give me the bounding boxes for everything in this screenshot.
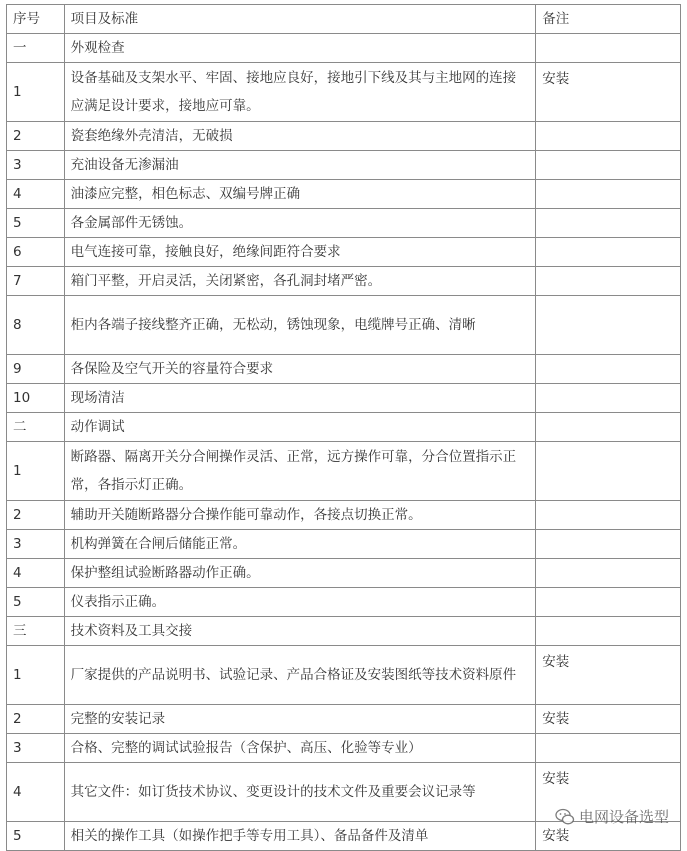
row-item: 完整的安装记录 xyxy=(64,705,536,734)
row-item: 辅助开关随断路器分合操作能可靠动作，各接点切换正常。 xyxy=(64,501,536,530)
row-number: 4 xyxy=(7,180,65,209)
row-number: 9 xyxy=(7,355,65,384)
table-row xyxy=(7,530,681,559)
table-row xyxy=(7,384,681,413)
row-note xyxy=(536,180,681,209)
row-item: 油漆应完整，相色标志、双编号牌正确 xyxy=(64,180,536,209)
table-row xyxy=(7,501,681,530)
row-note xyxy=(536,151,681,180)
row-item: 技术资料及工具交接 xyxy=(64,617,536,646)
row-number: 1 xyxy=(7,646,65,705)
table-row xyxy=(7,209,681,238)
row-item: 瓷套绝缘外壳清洁，无破损 xyxy=(64,122,536,151)
header-no: 序号 xyxy=(7,5,65,34)
row-note xyxy=(536,238,681,267)
row-item: 各保险及空气开关的容量符合要求 xyxy=(64,355,536,384)
table-row xyxy=(7,646,681,705)
row-item: 动作调试 xyxy=(64,413,536,442)
table-row xyxy=(7,34,681,63)
row-number: 4 xyxy=(7,763,65,822)
row-note: 安装 xyxy=(536,63,681,122)
row-item: 现场清洁 xyxy=(64,384,536,413)
watermark-text: 电网设备选型 xyxy=(578,808,669,826)
row-note: 安装 xyxy=(536,822,681,851)
row-number: 7 xyxy=(7,267,65,296)
row-number: 2 xyxy=(7,501,65,530)
row-item: 厂家提供的产品说明书、试验记录、产品合格证及安装图纸等技术资料原件 xyxy=(64,646,536,705)
row-note xyxy=(536,34,681,63)
row-number: 5 xyxy=(7,822,65,851)
row-item: 其它文件：如订货技术协议、变更设计的技术文件及重要会议记录等 xyxy=(64,763,536,822)
row-note xyxy=(536,122,681,151)
table-row xyxy=(7,705,681,734)
row-note xyxy=(536,559,681,588)
row-item: 设备基础及支架水平、牢固、接地应良好，接地引下线及其与主地网的连接应满足设计要求，接地应可靠。 xyxy=(64,63,536,122)
row-note xyxy=(536,413,681,442)
row-note xyxy=(536,209,681,238)
row-item: 断路器、隔离开关分合闸操作灵活、正常，远方操作可靠，分合位置指示正常，各指示灯正确。 xyxy=(64,442,536,501)
table-row xyxy=(7,559,681,588)
header-note: 备注 xyxy=(536,5,681,34)
row-note: 安装 xyxy=(536,646,681,705)
watermark xyxy=(555,806,669,827)
row-number: 6 xyxy=(7,238,65,267)
table-row xyxy=(7,238,681,267)
table-row xyxy=(7,355,681,384)
row-number: 10 xyxy=(7,384,65,413)
row-item: 电气连接可靠，接触良好，绝缘间距符合要求 xyxy=(64,238,536,267)
header-item: 项目及标准 xyxy=(64,5,536,34)
row-note xyxy=(536,588,681,617)
row-item: 仪表指示正确。 xyxy=(64,588,536,617)
row-item: 保护整组试验断路器动作正确。 xyxy=(64,559,536,588)
row-item: 合格、完整的调试试验报告（含保护、高压、化验等专业） xyxy=(64,734,536,763)
table-row xyxy=(7,151,681,180)
row-note xyxy=(536,296,681,355)
row-item: 充油设备无渗漏油 xyxy=(64,151,536,180)
row-number: 8 xyxy=(7,296,65,355)
row-note xyxy=(536,384,681,413)
table-row xyxy=(7,442,681,501)
row-item: 外观检查 xyxy=(64,34,536,63)
row-note xyxy=(536,530,681,559)
row-number: 二 xyxy=(7,413,65,442)
row-item: 箱门平整，开启灵活，关闭紧密，各孔洞封堵严密。 xyxy=(64,267,536,296)
row-note xyxy=(536,734,681,763)
row-note: 安装 xyxy=(536,705,681,734)
row-number: 5 xyxy=(7,588,65,617)
row-note xyxy=(536,442,681,501)
row-number: 3 xyxy=(7,151,65,180)
row-note xyxy=(536,355,681,384)
row-item: 各金属部件无锈蚀。 xyxy=(64,209,536,238)
row-number: 4 xyxy=(7,559,65,588)
row-item: 柜内各端子接线整齐正确，无松动，锈蚀现象，电缆牌号正确、清晰 xyxy=(64,296,536,355)
table-row xyxy=(7,617,681,646)
row-number: 1 xyxy=(7,63,65,122)
row-item: 相关的操作工具（如操作把手等专用工具）、备品备件及清单 xyxy=(64,822,536,851)
wechat-icon xyxy=(555,808,575,826)
row-number: 1 xyxy=(7,442,65,501)
row-number: 5 xyxy=(7,209,65,238)
table-row xyxy=(7,296,681,355)
row-item: 机构弹簧在合闸后储能正常。 xyxy=(64,530,536,559)
row-number: 一 xyxy=(7,34,65,63)
table-row xyxy=(7,413,681,442)
row-number: 2 xyxy=(7,122,65,151)
row-note: 安装 xyxy=(536,763,681,822)
table-row xyxy=(7,63,681,122)
row-number: 3 xyxy=(7,734,65,763)
table-row xyxy=(7,734,681,763)
row-note xyxy=(536,501,681,530)
table-header-row xyxy=(7,5,681,34)
table-row xyxy=(7,180,681,209)
inspection-table xyxy=(6,4,681,851)
row-number: 三 xyxy=(7,617,65,646)
row-number: 2 xyxy=(7,705,65,734)
row-number: 3 xyxy=(7,530,65,559)
table-row xyxy=(7,122,681,151)
table-row xyxy=(7,267,681,296)
row-note xyxy=(536,267,681,296)
row-note xyxy=(536,617,681,646)
table-body xyxy=(7,34,681,851)
table-row xyxy=(7,588,681,617)
